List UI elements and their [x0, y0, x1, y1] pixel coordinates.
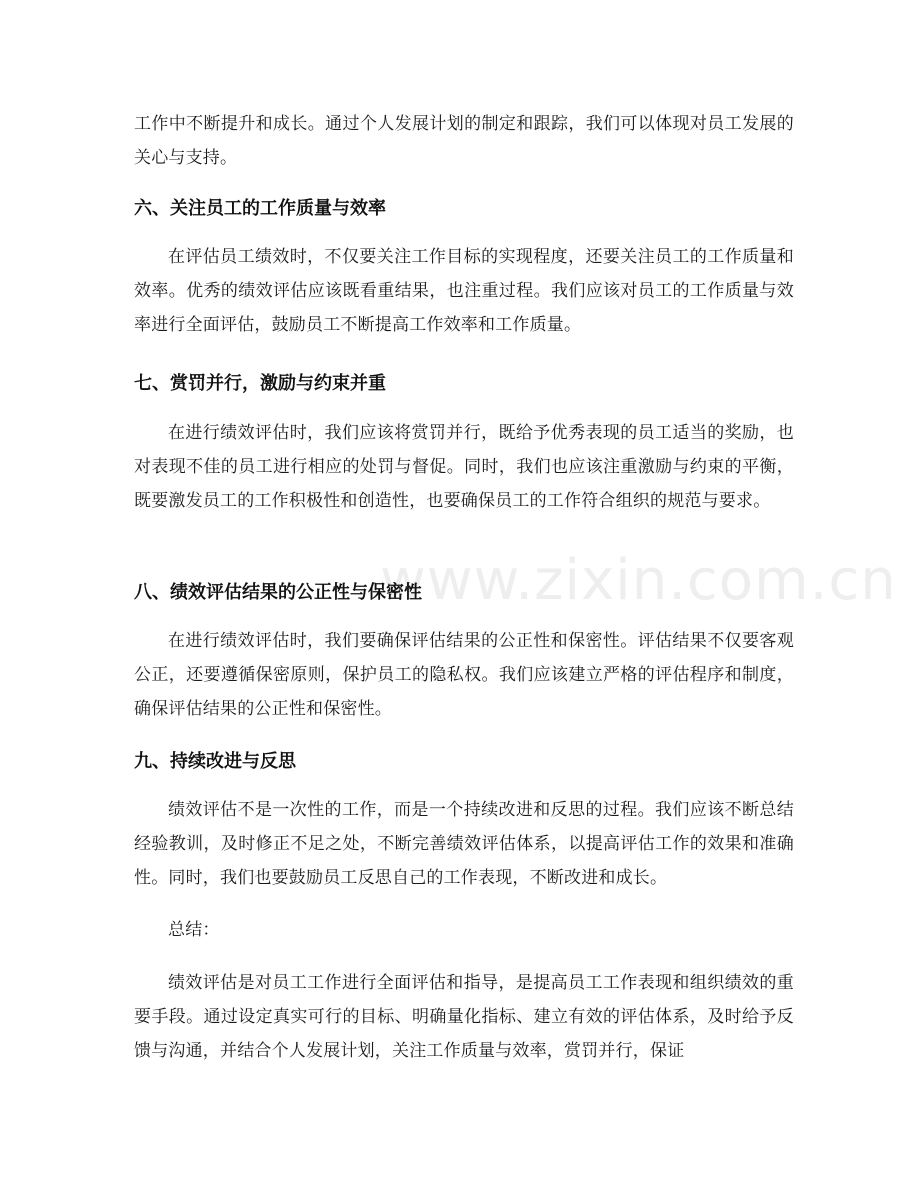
- section-heading-9: 九、持续改进与反思: [134, 751, 296, 772]
- summary-label: 总结：: [168, 920, 220, 940]
- paragraph-section-6: 在评估员工绩效时，不仅要关注工作目标的实现程度，还要关注员工的工作质量和效率。优秀的绩效评估应该既看重结果，也注重过程。我们应该对员工的工作质量与效率进行全面评估，鼓励员工不断提高工作效率和工作质量。: [134, 247, 794, 335]
- section-heading-8: 八、绩效评估结果的公正性与保密性: [134, 582, 422, 603]
- section-heading-7: 七、赏罚并行，激励与约束并重: [134, 373, 386, 394]
- paragraph-section-8: 在进行绩效评估时，我们要确保评估结果的公正性和保密性。评估结果不仅要客观公正，还要遵循保密原则，保护员工的隐私权。我们应该建立严格的评估程序和制度，确保评估结果的公正性和保密性。: [134, 631, 794, 719]
- paragraph-section-9: 绩效评估不是一次性的工作，而是一个持续改进和反思的过程。我们应该不断总结经验教训，及时修正不足之处，不断完善绩效评估体系，以提高评估工作的效果和准确性。同时，我们也要鼓励员工反思自己的工作表现，不断改进和成长。: [134, 800, 794, 888]
- paragraph-continued: 工作中不断提升和成长。通过个人发展计划的制定和跟踪，我们可以体现对员工发展的关心与支持。: [134, 114, 794, 168]
- watermark: www.zixin.com.cn: [380, 548, 897, 613]
- section-heading-6: 六、关注员工的工作质量与效率: [134, 198, 386, 219]
- summary-paragraph: 绩效评估是对员工工作进行全面评估和指导，是提高员工工作表现和组织绩效的重要手段。通过设定真实可行的目标、明确量化指标、建立有效的评估体系，及时给予反馈与沟通，并结合个人发展计划，关注工作质量与效率，赏罚并行，保证: [134, 973, 794, 1061]
- paragraph-section-7: 在进行绩效评估时，我们应该将赏罚并行，既给予优秀表现的员工适当的奖励，也对表现不佳的员工进行相应的处罚与督促。同时，我们也应该注重激励与约束的平衡，既要激发员工的工作积极性和创造性，也要确保员工的工作符合组织的规范与要求。: [134, 423, 794, 511]
